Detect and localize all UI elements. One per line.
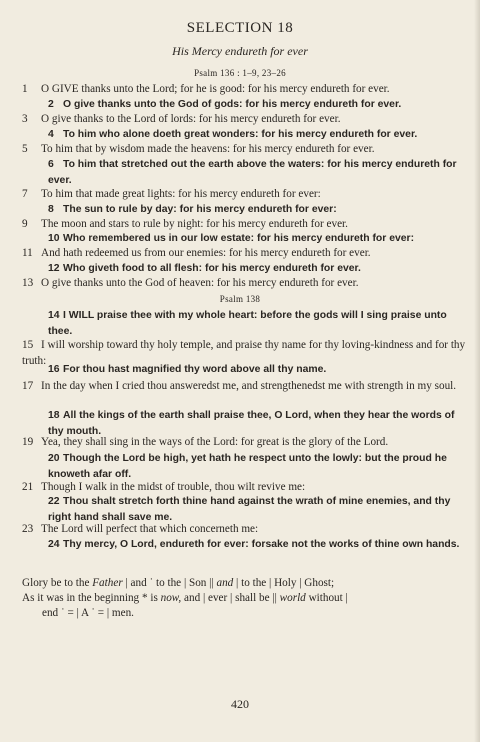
- verse-text: Thy mercy, O Lord, endureth for ever: forsake not the works of thine own hands.: [63, 539, 460, 550]
- gloria-text: and | ever | shall be ||: [181, 592, 280, 604]
- verse-number: 20: [48, 453, 60, 464]
- verse-number: 9: [22, 218, 28, 230]
- verse-17: [22, 379, 470, 395]
- verse-text: O give thanks unto the God of gods: for his mercy endureth for ever.: [63, 99, 402, 110]
- verse-24: [48, 537, 468, 553]
- verse-14: [48, 308, 468, 339]
- gloria-text: Glory be to the: [22, 577, 93, 589]
- verse-text: Thou shalt stretch forth thine hand against the wrath of mine enemies, and thy right hand shall save me.: [48, 496, 451, 523]
- selection-subtitle: His Mercy endureth for ever: [172, 44, 308, 58]
- selection-title: SELECTION 18: [186, 20, 294, 36]
- verse-text: To him that made great lights: for his mercy endureth for ever:: [41, 188, 321, 200]
- verse-text: In the day when I cried thou answeredst me, and strengthenedst me with strength in my soul.: [41, 380, 457, 392]
- verse-text: Though I walk in the midst of trouble, thou wilt revive me:: [41, 481, 306, 493]
- verse-text: The Lord will perfect that which concerneth me:: [41, 523, 259, 535]
- verse-text: Though the Lord be high, yet hath he respect unto the lowly: but the proud he knoweth afar off.: [48, 453, 447, 480]
- verse-1: [22, 82, 470, 98]
- verse-number: 1: [22, 83, 28, 95]
- verse-number: 22: [48, 496, 60, 507]
- gloria-text: Father: [92, 577, 123, 589]
- verse-number: 19: [22, 436, 34, 448]
- verse-3: [22, 112, 470, 128]
- verse-12: [48, 261, 468, 277]
- verse-8: [48, 202, 468, 218]
- verse-text: O GIVE thanks unto the Lord; for he is good: for his mercy endureth for ever.: [41, 83, 390, 95]
- verse-text: I WILL praise thee with my whole heart: before the gods will I sing praise unto thee.: [48, 310, 447, 337]
- verse-text: The moon and stars to rule by night: for his mercy endureth for ever.: [41, 218, 348, 230]
- verse-16: [48, 362, 468, 378]
- verse-text: I will worship toward thy holy temple, and praise thy name for thy loving-kindness and for thy truth:: [22, 339, 466, 367]
- verse-10: [48, 231, 468, 247]
- verse-text: O give thanks to the Lord of lords: for his mercy endureth for ever.: [41, 113, 341, 125]
- verse-text: To him that stretched out the earth above the waters: for his mercy endureth for ever.: [48, 159, 457, 186]
- verse-number: 15: [22, 339, 34, 351]
- verse-text: To him that by wisdom made the heavens: for his mercy endureth for ever.: [41, 143, 375, 155]
- gloria-text: without |: [305, 592, 348, 604]
- verse-number: 24: [48, 539, 60, 550]
- page-edge-shadow: [474, 0, 480, 742]
- verse-7: [22, 187, 470, 203]
- verse-4: [48, 127, 468, 143]
- verse-number: 8: [48, 204, 54, 215]
- verse-number: 16: [48, 364, 60, 375]
- verse-number: 14: [48, 310, 60, 321]
- verse-number: 7: [22, 188, 28, 200]
- verse-text: All the kings of the earth shall praise thee, O Lord, when they hear the words of thy mouth.: [48, 410, 455, 437]
- verse-number: 23: [22, 523, 34, 535]
- verse-5: [22, 142, 470, 158]
- verse-text: To him who alone doeth great wonders: for his mercy endureth for ever.: [63, 129, 418, 140]
- verse-text: Yea, they shall sing in the ways of the Lord: for great is the glory of the Lord.: [41, 436, 389, 448]
- gloria-text: | to the | Holy | Ghost;: [233, 577, 335, 589]
- gloria-text: As it was in the beginning * is: [22, 592, 161, 604]
- verse-number: 13: [22, 277, 34, 289]
- verse-19: [22, 435, 470, 451]
- gloria-line-1: [22, 576, 470, 592]
- verse-text: For thou hast magnified thy word above all thy name.: [63, 364, 327, 375]
- psalm-reference-138: Psalm 138: [219, 294, 261, 304]
- verse-number: 21: [22, 481, 34, 493]
- verse-text: The sun to rule by day: for his mercy endureth for ever:: [63, 204, 337, 215]
- verse-number: 11: [22, 247, 33, 259]
- gloria-line-3: end ˙ = | A ˙ = | men.: [42, 607, 134, 619]
- verse-number: 12: [48, 263, 60, 274]
- gloria-text: now,: [160, 592, 182, 604]
- verse-number: 6: [48, 159, 54, 170]
- verse-2: [48, 97, 468, 113]
- page-number: 420: [231, 697, 249, 711]
- verse-number: 2: [48, 99, 54, 110]
- verse-number: 5: [22, 143, 28, 155]
- psalm-reference-136: Psalm 136 : 1–9, 23–26: [194, 68, 286, 78]
- verse-13: [22, 276, 470, 292]
- verse-text: Who remembered us in our low estate: for his mercy endureth for ever:: [63, 233, 415, 244]
- gloria-line-2: [22, 591, 470, 607]
- verse-number: 17: [22, 380, 34, 392]
- verse-23: [22, 522, 470, 538]
- verse-text: O give thanks unto the God of heaven: for his mercy endureth for ever.: [41, 277, 359, 289]
- verse-text: Who giveth food to all flesh: for his mercy endureth for ever.: [63, 263, 361, 274]
- verse-number: 3: [22, 113, 28, 125]
- verse-20: [48, 451, 468, 482]
- verse-number: 10: [48, 233, 60, 244]
- verse-11: [22, 246, 470, 262]
- gloria-text: | and ˙ to the | Son ||: [122, 577, 217, 589]
- gloria-text: world: [279, 592, 306, 604]
- gloria-text: and: [216, 577, 234, 589]
- verse-text: And hath redeemed us from our enemies: for his mercy endureth for ever.: [41, 247, 371, 259]
- verse-number: 18: [48, 410, 60, 421]
- verse-6: [48, 157, 468, 188]
- verse-number: 4: [48, 129, 54, 140]
- verse-22: [48, 494, 468, 525]
